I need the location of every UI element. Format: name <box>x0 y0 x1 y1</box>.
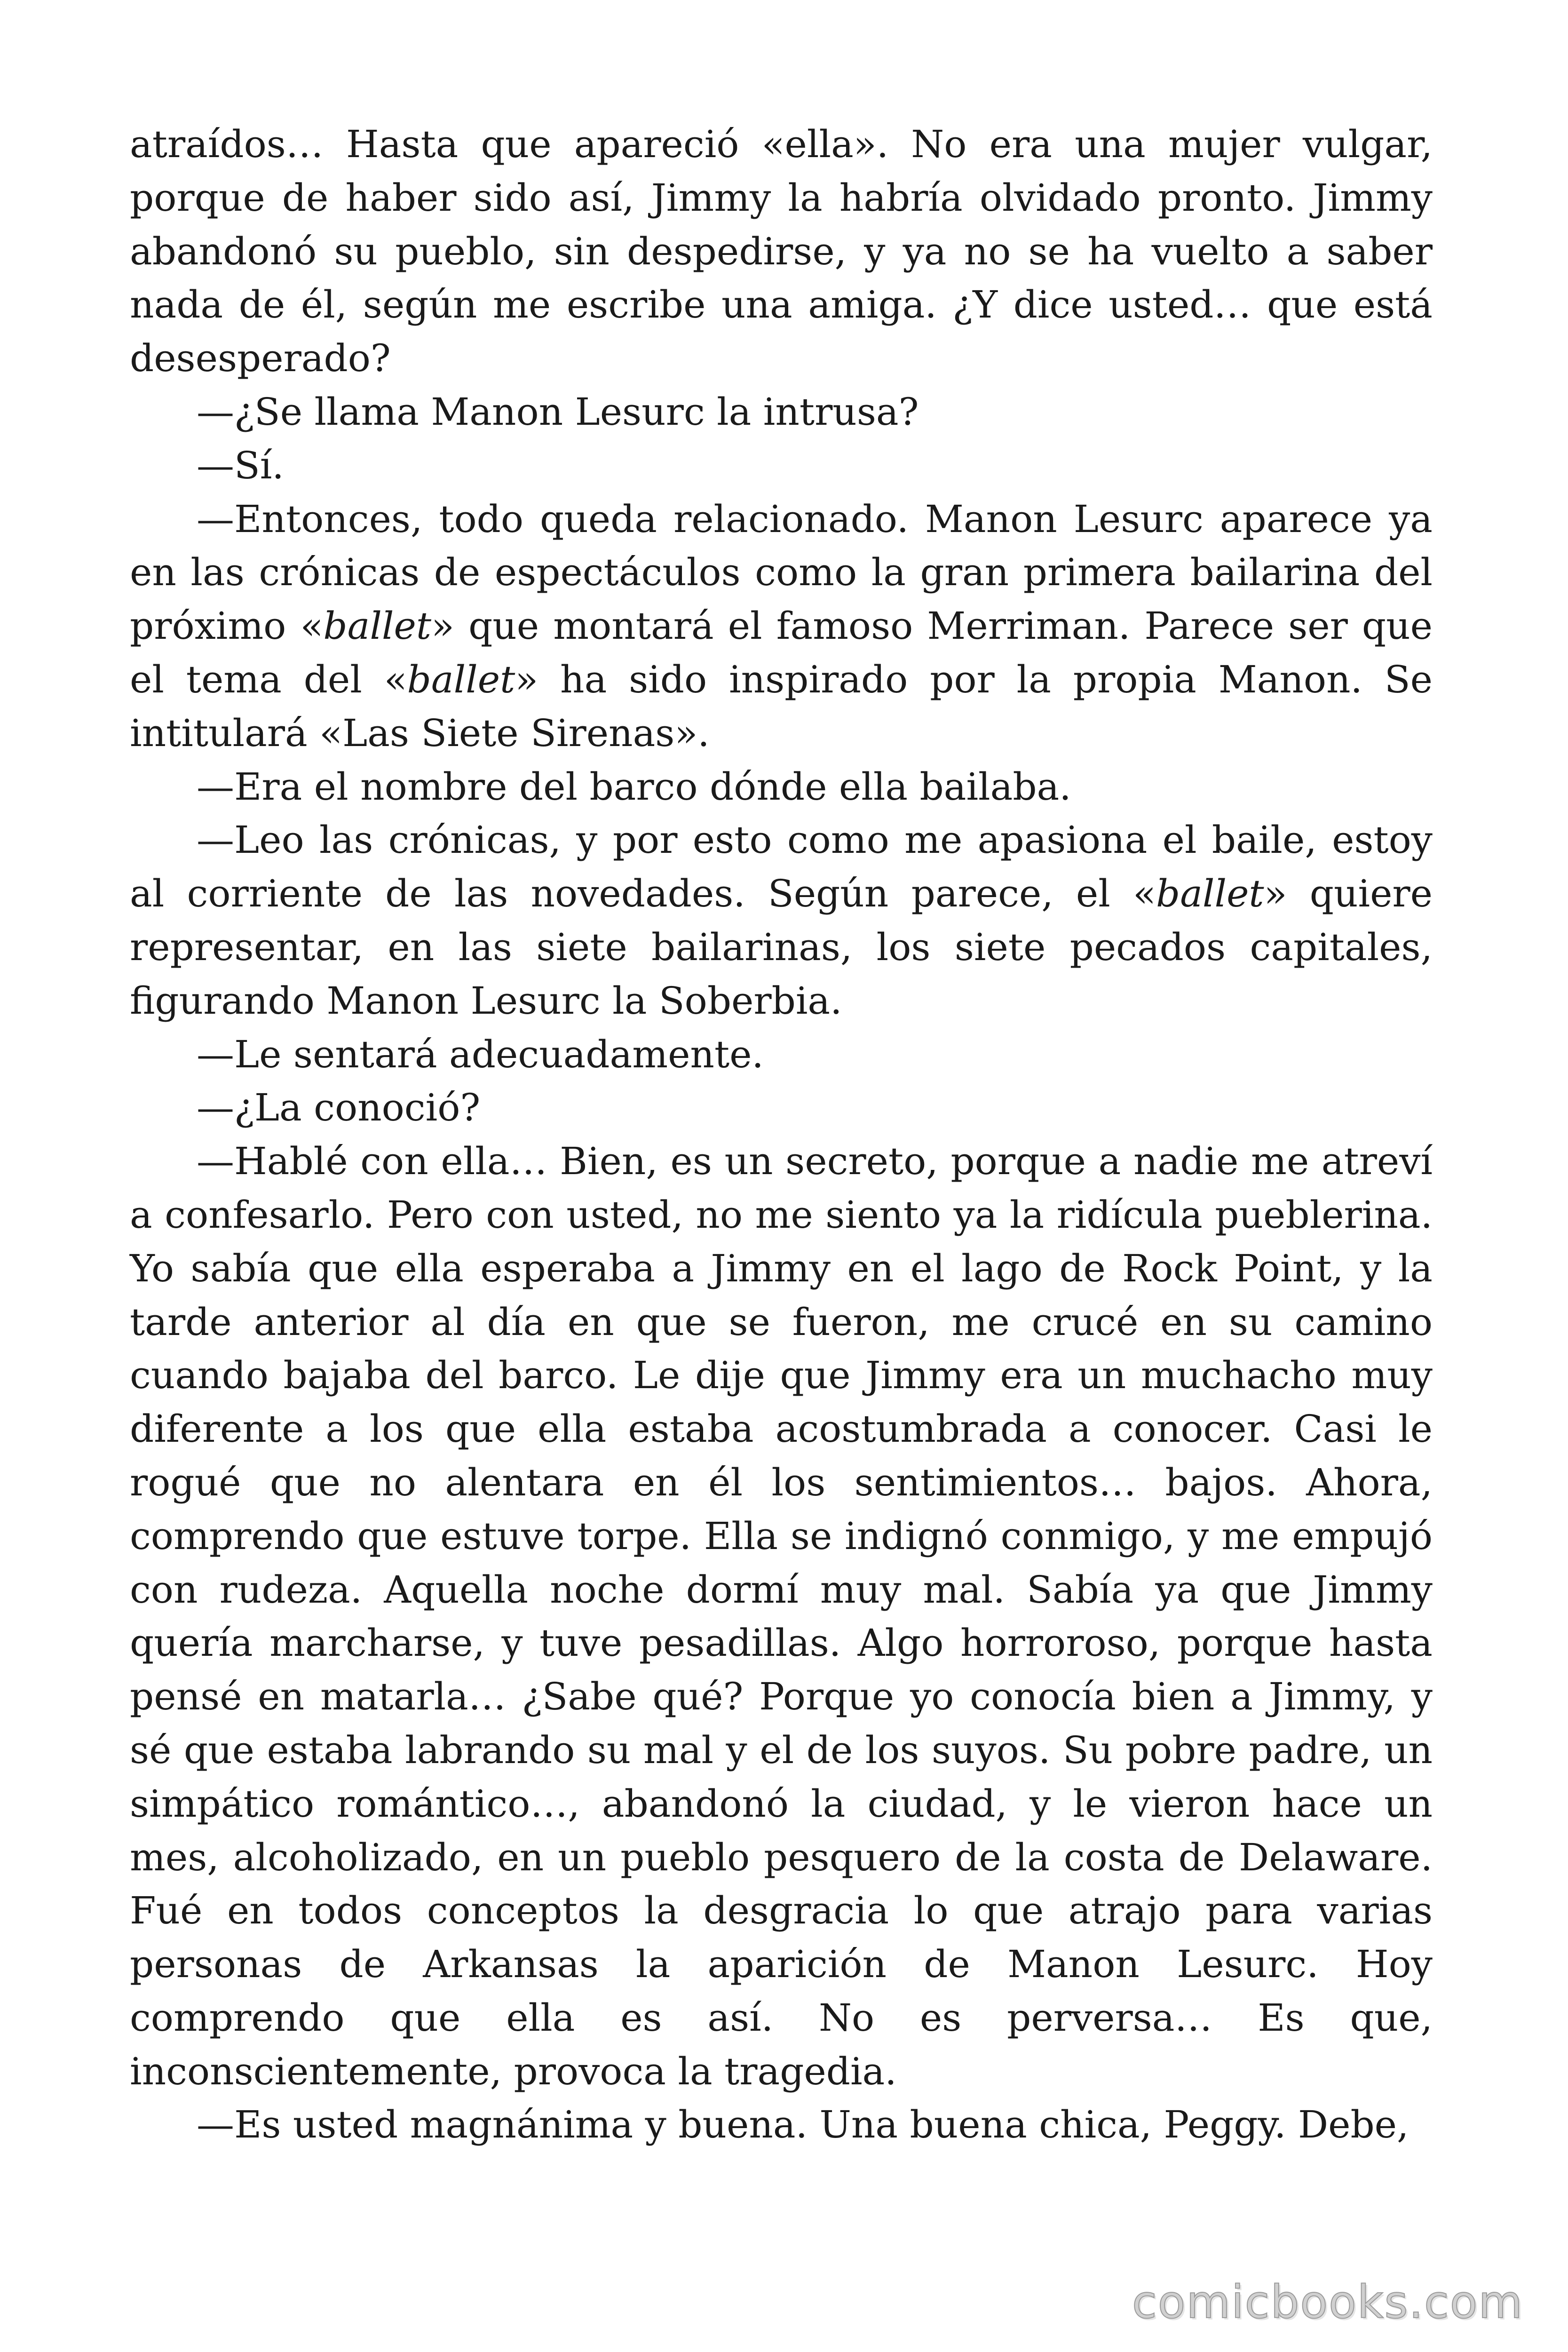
paragraph-text: » ha sido inspirado por la propia Manon. Se intitulará «Las Siete Sirenas». <box>130 657 1433 755</box>
page-text <box>130 118 1433 2152</box>
paragraph-text: —Entonces, todo queda relacionado. Manon Lesurc aparece ya en las crónicas de espectáculos como la gran primera bailarina del próximo « <box>130 497 1433 648</box>
paragraph-text: —¿La conoció? <box>197 1086 481 1130</box>
paragraph-text: —Leo las crónicas, y por esto como me apasiona el baile, estoy al corriente de las novedades. Según parece, el « <box>130 818 1433 916</box>
paragraph-text: atraídos… Hasta que apareció «ella». No era una mujer vulgar, porque de haber sido así, Jimmy la habría olvidado pronto. Jimmy abandonó su pueblo, sin despedirse, y ya no se ha vuelto a saber nada de él, según me escribe una amiga. ¿Y dice usted… que está desesperado? <box>130 122 1433 381</box>
italic-word: ballet <box>1156 872 1264 916</box>
paragraph-6 <box>130 813 1433 1027</box>
paragraph-text: » quiere representar, en las siete bailarinas, los siete pecados capitales, figurando Manon Lesurc la Soberbia. <box>130 872 1433 1023</box>
paragraph-text: —Era el nombre del barco dónde ella bailaba. <box>197 764 1071 809</box>
paragraph-text: —Es usted magnánima y buena. Una buena chica, Peggy. Debe, <box>197 2103 1409 2147</box>
italic-word: ballet <box>407 657 515 701</box>
paragraph-text: —Le sentará adecuadamente. <box>197 1032 764 1076</box>
paragraph-4 <box>130 493 1433 760</box>
paragraph-text: —Sí. <box>197 443 284 487</box>
watermark: comicbooks.com <box>1132 2276 1523 2328</box>
paragraph-7 <box>130 1028 1433 1081</box>
paragraph-10 <box>130 2098 1433 2152</box>
italic-word: ballet <box>323 604 431 648</box>
paragraph-1 <box>130 118 1433 385</box>
paragraph-3 <box>130 439 1433 493</box>
paragraph-text: —Hablé con ella… Bien, es un secreto, porque a nadie me atreví a confesarlo. Pero con usted, no me siento ya la ridícula pueblerina. Yo sabía que ella esperaba a Jimmy en el lago de Rock Point, y la tarde anterior al día en que se fueron, me crucé en su camino cuando bajaba del barco. Le dije que Jimmy era un muchacho muy diferente a los que ella estaba acostumbrada a conocer. Casi le rogué que no alentara en él los sentimientos… bajos. Ahora, comprendo que estuve torpe. Ella se indignó conmigo, y me empujó con rudeza. Aquella noche dormí muy mal. Sabía ya que Jimmy quería marcharse, y tuve pesadillas. Algo horroroso, porque hasta pensé en matarla… ¿Sabe qué? Porque yo conocía bien a Jimmy, y sé que estaba labrando su mal y el de los suyos. Su pobre padre, un simpático romántico…, abandonó la ciudad, y le vieron hace un mes, alcoholizado, en un pueblo pesquero de la costa de Delaware. Fué en todos conceptos la desgracia lo que atrajo para varias personas de Arkansas la aparición de Manon Lesurc. Hoy comprendo que ella es así. No es perversa… Es que, inconscientemente, provoca la tragedia. <box>130 1139 1433 2093</box>
paragraph-text: —¿Se llama Manon Lesurc la intrusa? <box>197 389 919 434</box>
paragraph-9 <box>130 1135 1433 2098</box>
paragraph-text: » que montará el famoso Merriman. Parece ser que el tema del « <box>130 604 1433 701</box>
paragraph-8 <box>130 1081 1433 1135</box>
paragraph-5 <box>130 760 1433 814</box>
paragraph-2 <box>130 385 1433 439</box>
